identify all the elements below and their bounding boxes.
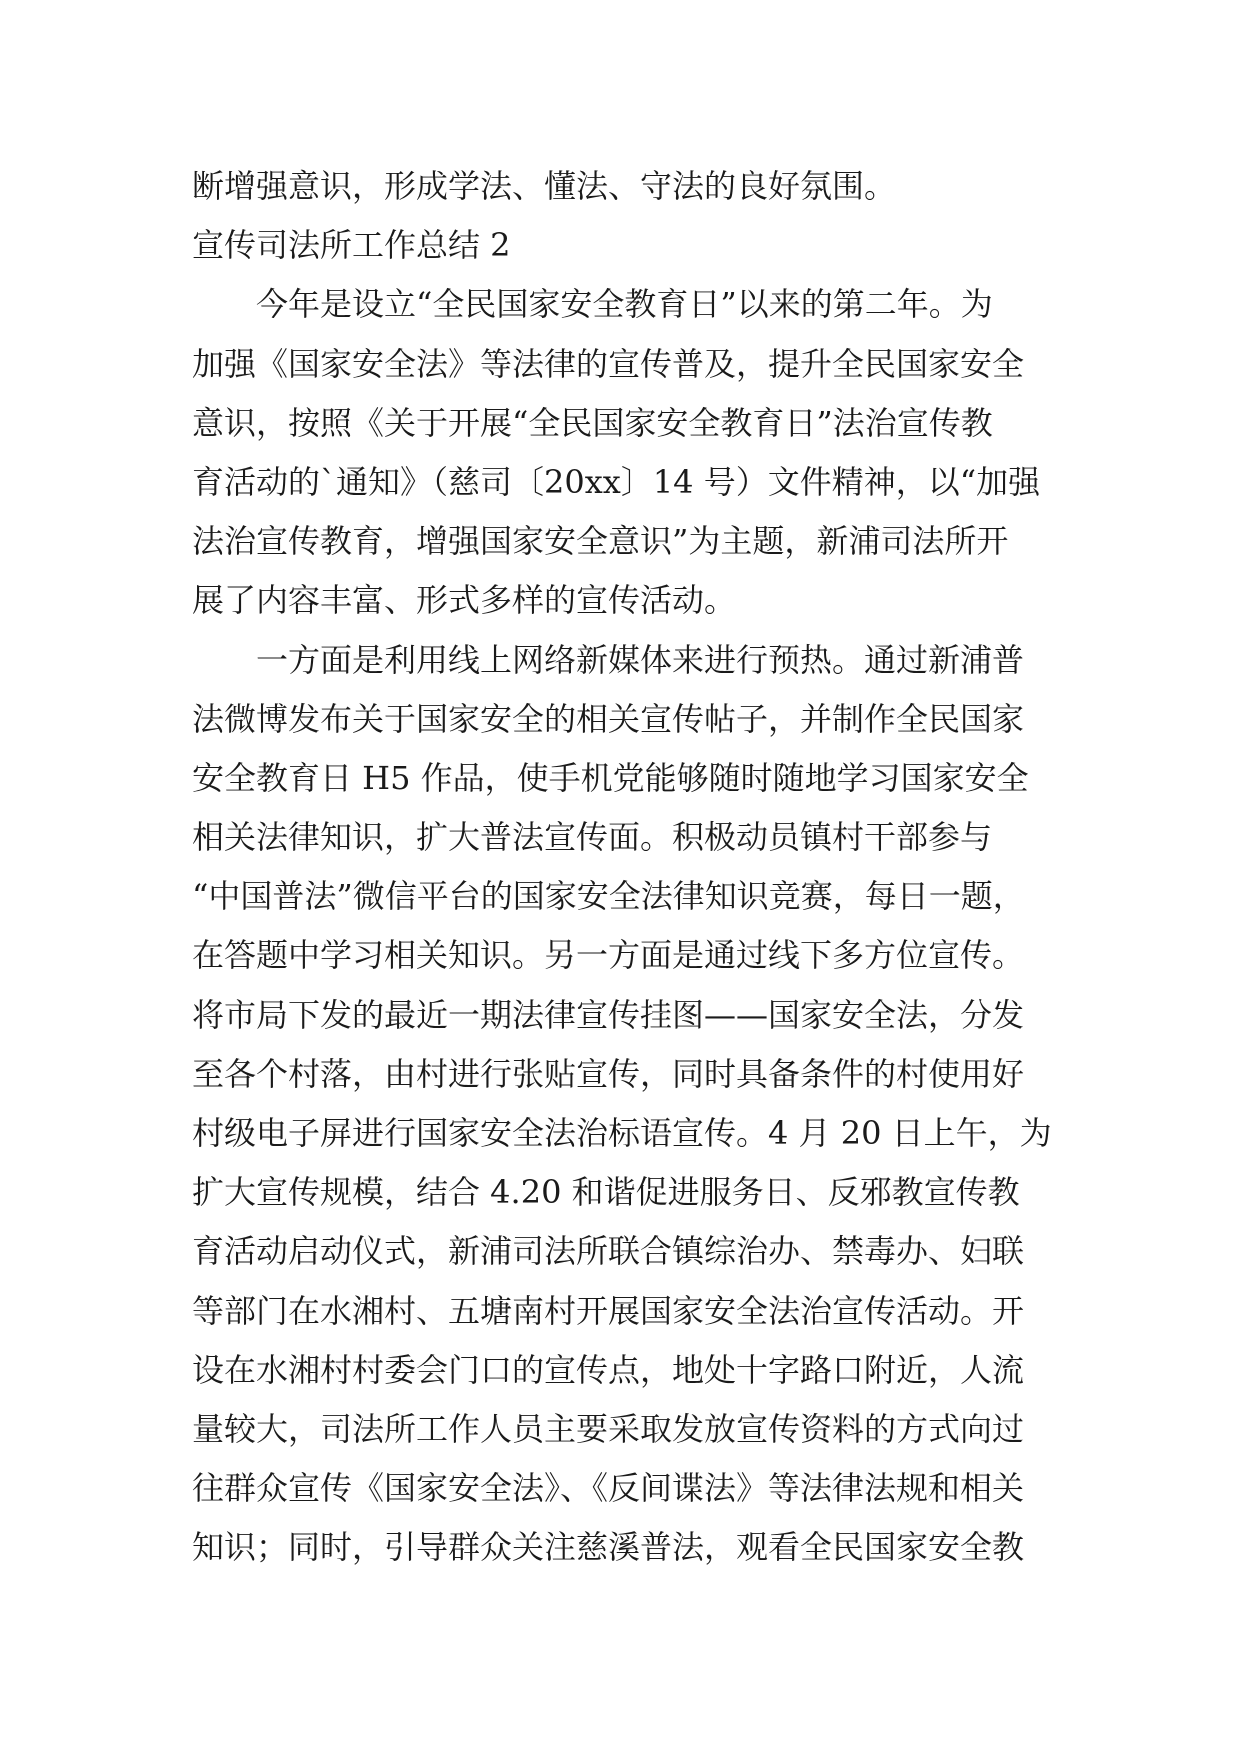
text-line: 扩大宣传规模，结合 4.20 和谐促进服务日、反邪教宣传教 xyxy=(192,1173,1020,1212)
text-line: 意识，按照《关于开展“全民国家安全教育日”法治宣传教 xyxy=(192,403,993,442)
text-line: 育活动的`通知》（慈司〔20xx〕14 号）文件精神，以“加强 xyxy=(192,462,1041,501)
document-body xyxy=(192,157,1072,1578)
text-line: 展了内容丰富、形式多样的宣传活动。 xyxy=(192,581,737,620)
text-line: 知识；同时，引导群众关注慈溪普法，观看全民国家安全教 xyxy=(192,1528,1025,1567)
text-line: 设在水湘村村委会门口的宣传点，地处十字路口附近，人流 xyxy=(192,1350,1025,1389)
text-line: 将市局下发的最近一期法律宣传挂图——国家安全法，分发 xyxy=(192,995,1025,1034)
text-line: 加强《国家安全法》等法律的宣传普及，提升全民国家安全 xyxy=(192,344,1025,383)
paragraph-start-line: 一方面是利用线上网络新媒体来进行预热。通过新浦普 xyxy=(256,640,1025,679)
section-heading: 宣传司法所工作总结 2 xyxy=(192,226,511,265)
text-line: 等部门在水湘村、五塘南村开展国家安全法治宣传活动。开 xyxy=(192,1291,1025,1330)
text-line: 安全教育日 H5 作品，使手机党能够随时随地学习国家安全 xyxy=(192,758,1029,797)
text-line: 村级电子屏进行国家安全法治标语宣传。4 月 20 日上午，为 xyxy=(192,1114,1052,1152)
paragraph-start-line: 今年是设立“全民国家安全教育日”以来的第二年。为 xyxy=(256,285,993,324)
text-line: 量较大，司法所工作人员主要采取发放宣传资料的方式向过 xyxy=(192,1409,1025,1448)
text-line: 法治宣传教育，增强国家安全意识”为主题，新浦司法所开 xyxy=(192,522,1009,561)
text-line: 法微博发布关于国家安全的相关宣传帖子，并制作全民国家 xyxy=(192,699,1025,738)
text-line: 往群众宣传《国家安全法》、《反间谍法》等法律法规和相关 xyxy=(192,1469,1025,1508)
text-line: 育活动启动仪式，新浦司法所联合镇综治办、禁毒办、妇联 xyxy=(192,1232,1025,1271)
text-line: 断增强意识，形成学法、懂法、守法的良好氛围。 xyxy=(192,167,897,205)
text-line: “中国普法”微信平台的国家安全法律知识竞赛，每日一题， xyxy=(192,877,1025,916)
text-line: 在答题中学习相关知识。另一方面是通过线下多方位宣传。 xyxy=(192,936,1025,975)
text-line: 至各个村落，由村进行张贴宣传，同时具备条件的村使用好 xyxy=(192,1054,1025,1093)
text-line: 相关法律知识，扩大普法宣传面。积极动员镇村干部参与 xyxy=(192,818,993,857)
